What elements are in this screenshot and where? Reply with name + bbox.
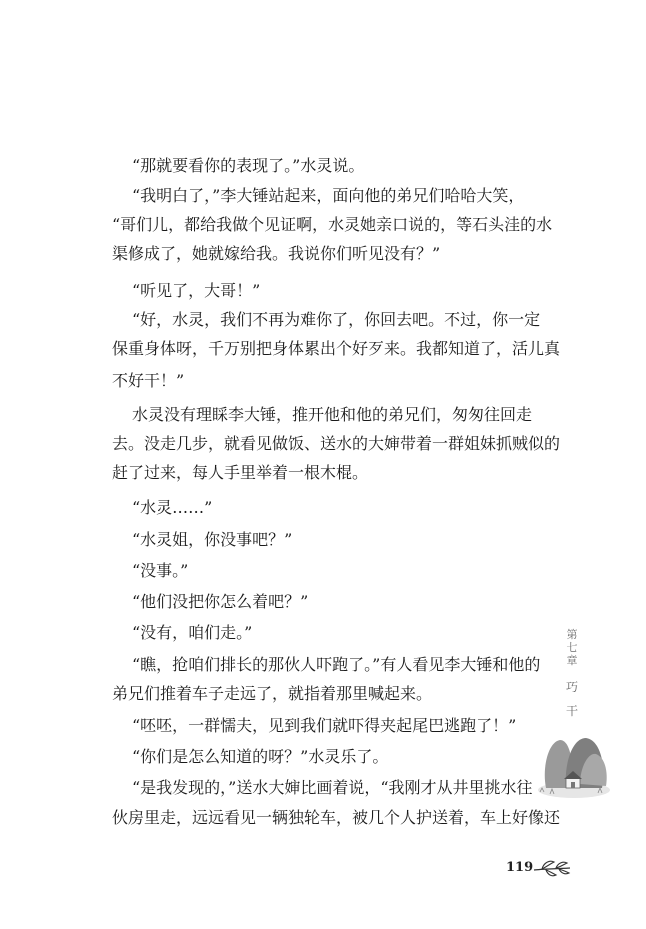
text-line: 去。没走几步，就看见做饭、送水的大婶带着一群姐妹抓贼似的 xyxy=(112,434,561,453)
text-line: 伙房里走，远远看见一辆独轮车，被几个人护送着，车上好像还 xyxy=(112,808,561,827)
text-line: “水灵姐，你没事吧？” xyxy=(132,530,293,549)
text-line: “你们是怎么知道的呀？”水灵乐了。 xyxy=(132,747,389,766)
text-line: “那就要看你的表现了。”水灵说。 xyxy=(132,156,365,175)
text-line: 水灵没有理睬李大锤，推开他和他的弟兄们，匆匆往回走 xyxy=(132,405,533,424)
text-line: “好，水灵，我们不再为难你了，你回去吧。不过，你一定 xyxy=(132,310,541,329)
text-line: “呸呸，一群懦夫，见到我们就吓得夹起尾巴逃跑了！” xyxy=(132,716,517,735)
chapter-side-tab xyxy=(560,628,584,723)
text-line: “没事。” xyxy=(132,561,189,580)
chapter-subtitle: 巧干 xyxy=(565,680,578,718)
text-line: 渠修成了，她就嫁给我。我说你们听见没有？” xyxy=(112,244,441,263)
text-line: 弟兄们推着车子走远了，就指着那里喊起来。 xyxy=(112,684,433,703)
text-line: “没有，咱们走。” xyxy=(132,623,253,642)
chapter-label: 第七章 xyxy=(566,628,578,667)
leaf-ornament-icon xyxy=(532,858,572,878)
text-line: “水灵……” xyxy=(132,498,213,517)
text-line: “我明白了，”李大锤站起来，面向他的弟兄们哈哈大笑， xyxy=(132,186,525,205)
text-line: 保重身体呀，千万别把身体累出个好歹来。我都知道了，活儿真 xyxy=(112,339,561,358)
text-line: “哥们儿，都给我做个见证啊，水灵她亲口说的，等石头洼的水 xyxy=(112,215,553,234)
text-line: 不好干！” xyxy=(112,371,185,390)
page-number: 119 xyxy=(506,860,534,875)
trees-house-illustration-icon xyxy=(536,728,612,800)
text-line: 赶了过来，每人手里举着一根木棍。 xyxy=(112,463,369,482)
text-line: “瞧，抢咱们排长的那伙人吓跑了。”有人看见李大锤和他的 xyxy=(132,655,541,674)
text-line: “他们没把你怎么着吧？” xyxy=(132,592,309,611)
text-line: “听见了，大哥！” xyxy=(132,281,261,300)
text-line: “是我发现的，”送水大婶比画着说，“我刚才从井里挑水往 xyxy=(132,778,533,797)
